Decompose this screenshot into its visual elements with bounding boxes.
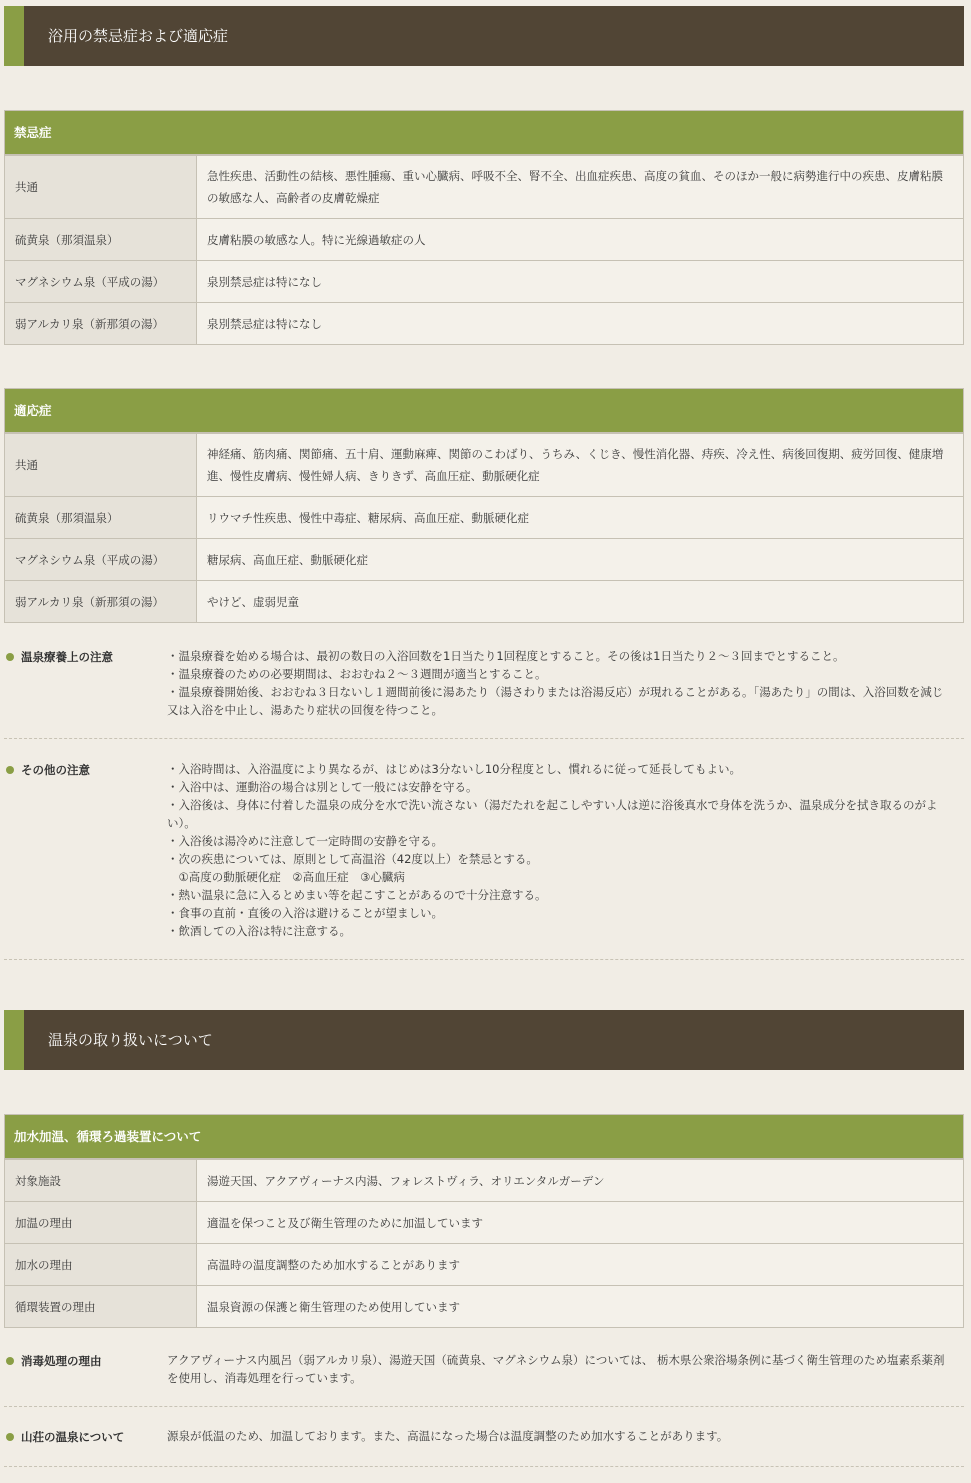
row-value: 神経痛、筋肉痛、関節痛、五十肩、運動麻痺、関節のこわばり、うちみ、くじき、慢性消化器、痔疾、冷え性、病後回復期、疲労回復、健康増進、慢性皮膚病、慢性婦人病、きりきず、高血圧症、動脈硬化症 [197, 434, 963, 496]
note-line: ・飲酒しての入浴は特に注意する。 [167, 924, 351, 938]
row-label: 硫黄泉（那須温泉） [5, 219, 197, 260]
section-header-bathing: 浴用の禁忌症および適応症 [4, 6, 964, 66]
row-label: マグネシウム泉（平成の湯） [5, 261, 197, 302]
note-body [167, 1351, 950, 1387]
table-row [5, 155, 963, 218]
row-label: 加水の理由 [5, 1244, 197, 1285]
note-line: ・次の疾患については、原則として高温浴（42度以上）を禁忌とする。 [167, 852, 538, 866]
row-value: 湯遊天国、アクアヴィーナス内湯、フォレストヴィラ、オリエンタルガーデン [197, 1160, 963, 1201]
note-therapy [4, 647, 964, 739]
table-row [5, 260, 963, 302]
table-header: 適応症 [5, 389, 963, 433]
table-row [5, 302, 963, 344]
row-label: 共通 [5, 434, 197, 496]
table-row [5, 1201, 963, 1243]
row-label: 加温の理由 [5, 1202, 197, 1243]
table-row [5, 1285, 963, 1327]
note-line: ・入浴後は湯冷めに注意して一定時間の安静を守る。 [167, 834, 443, 848]
row-label: 弱アルカリ泉（新那須の湯） [5, 303, 197, 344]
row-value: 皮膚粘膜の敏感な人。特に光線過敏症の人 [197, 219, 963, 260]
row-value: やけど、虚弱児童 [197, 581, 963, 622]
row-value: 温泉資源の保護と衛生管理のため使用しています [197, 1286, 963, 1327]
note-line: ・入浴後は、身体に付着した温泉の成分を水で洗い流さない（湯だたれを起こしやすい人は逆に浴後真水で身体を洗うか、温泉成分を拭き取るのがよい）。 [167, 798, 938, 830]
row-label: 共通 [5, 156, 197, 218]
note-line: ・食事の直前・直後の入浴は避けることが望ましい。 [167, 906, 443, 920]
note-line: ・入浴時間は、入浴温度により異なるが、はじめは3分ないし10分程度とし、慣れるに従って延長してもよい。 [167, 762, 741, 776]
bullet-icon [6, 1433, 14, 1441]
table-row [5, 580, 963, 622]
table-row [5, 218, 963, 260]
indications-table [4, 388, 964, 623]
note-line: アクアヴィーナス内風呂（弱アルカリ泉）、湯遊天国（硫黄泉、マグネシウム泉）については、 栃木県公衆浴場条例に基づく衛生管理のため塩素系薬剤を使用し、消毒処理を行っています。 [167, 1353, 945, 1385]
table-header: 禁忌症 [5, 111, 963, 155]
row-value: 糖尿病、高血圧症、動脈硬化症 [197, 539, 963, 580]
note-line: ・温泉療養を始める場合は、最初の数日の入浴回数を1日当たり1回程度とすること。その後は1日当たり２～３回までとすること。 [167, 649, 845, 663]
row-value: 高温時の温度調整のため加水することがあります [197, 1244, 963, 1285]
note-title: 消毒処理の理由 [21, 1354, 102, 1368]
note-line: 源泉が低温のため、加温しております。また、高温になった場合は温度調整のため加水することがあります。 [167, 1429, 729, 1443]
bullet-icon [6, 653, 14, 661]
row-label: 対象施設 [5, 1160, 197, 1201]
section-header-handling: 温泉の取り扱いについて [4, 1010, 964, 1070]
note-title: その他の注意 [21, 763, 90, 777]
row-label: 硫黄泉（那須温泉） [5, 497, 197, 538]
note-line: ・温泉療養開始後、おおむね３日ないし１週間前後に湯あたり（湯さわりまたは浴湯反応）が現れることがある。「湯あたり」の間は、入浴回数を減じ又は入浴を中止し、湯あたり症状の回復を待つこと。 [167, 685, 944, 717]
facility-table [4, 1114, 964, 1328]
bullet-icon [6, 1357, 14, 1365]
note-title: 山荘の温泉について [21, 1430, 125, 1444]
row-label: 弱アルカリ泉（新那須の湯） [5, 581, 197, 622]
contraindications-table [4, 110, 964, 345]
table-row [5, 538, 963, 580]
note-disinfect [4, 1351, 964, 1407]
row-label: 循環装置の理由 [5, 1286, 197, 1327]
table-row [5, 496, 963, 538]
table-row [5, 433, 963, 496]
row-label: マグネシウム泉（平成の湯） [5, 539, 197, 580]
note-sanso [4, 1427, 964, 1467]
note-line: ・入浴中は、運動浴の場合は別として一般には安静を守る。 [167, 780, 478, 794]
bullet-icon [6, 766, 14, 774]
note-body [167, 1427, 950, 1445]
table-row [5, 1243, 963, 1285]
note-line: ・熱い温泉に急に入るとめまい等を起こすことがあるので十分注意する。 [167, 888, 547, 902]
table-row [5, 1159, 963, 1201]
row-value: 適温を保つこと及び衛生管理のために加温しています [197, 1202, 963, 1243]
row-value: 泉別禁忌症は特になし [197, 261, 963, 302]
table-header: 加水加温、循環ろ過装置について [5, 1115, 963, 1159]
note-other [4, 760, 964, 960]
note-body [167, 760, 950, 940]
note-body [167, 647, 950, 719]
note-title: 温泉療養上の注意 [21, 650, 113, 664]
note-line: ①高度の動脈硬化症 ②高血圧症 ③心臓病 [167, 870, 405, 884]
row-value: 泉別禁忌症は特になし [197, 303, 963, 344]
row-value: リウマチ性疾患、慢性中毒症、糖尿病、高血圧症、動脈硬化症 [197, 497, 963, 538]
note-line: ・温泉療養のための必要期間は、おおむね２～３週間が適当とすること。 [167, 667, 547, 681]
row-value: 急性疾患、活動性の結核、悪性腫瘍、重い心臓病、呼吸不全、腎不全、出血症疾患、高度の貧血、そのほか一般に病勢進行中の疾患、皮膚粘膜の敏感な人、高齢者の皮膚乾燥症 [197, 156, 963, 218]
